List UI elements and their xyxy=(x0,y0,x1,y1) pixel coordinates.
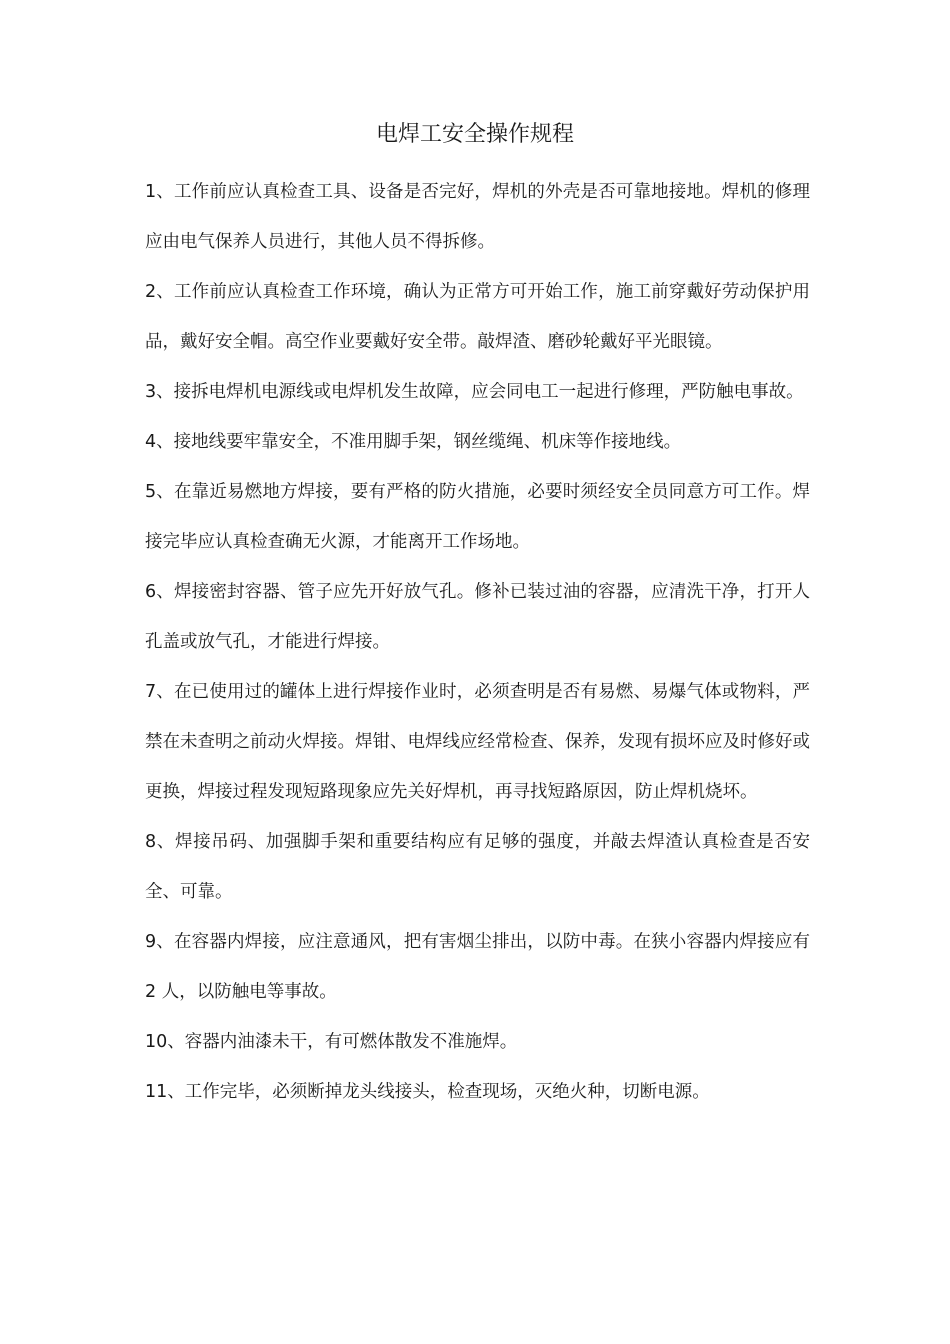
paragraph-4: 4、接地线要牢靠安全，不准用脚手架，钢丝缆绳、机床等作接地线。 xyxy=(145,432,682,452)
paragraph-5: 5、在靠近易燃地方焊接，要有严格的防火措施，必要时须经安全员同意方可工作。焊接完毕应认真检查确无火源，才能离开工作场地。 xyxy=(145,482,810,552)
paragraph-10: 10、容器内油漆未干，有可燃体散发不准施焊。 xyxy=(145,1032,518,1052)
paragraph-6: 6、焊接密封容器、管子应先开好放气孔。修补已装过油的容器，应清洗干净，打开人孔盖或放气孔，才能进行焊接。 xyxy=(145,582,810,652)
paragraph-1: 1、工作前应认真检查工具、设备是否完好，焊机的外壳是否可靠地接地。焊机的修理应由电气保养人员进行，其他人员不得拆修。 xyxy=(145,182,810,252)
paragraph-2: 2、工作前应认真检查工作环境，确认为正常方可开始工作，施工前穿戴好劳动保护用品，戴好安全帽。高空作业要戴好安全带。敲焊渣、磨砂轮戴好平光眼镜。 xyxy=(145,282,810,352)
paragraph-8: 8、焊接吊码、加强脚手架和重要结构应有足够的强度，并敲去焊渣认真检查是否安全、可靠。 xyxy=(145,832,810,902)
document-title: 电焊工安全操作规程 xyxy=(375,122,574,147)
document-body xyxy=(145,167,810,1117)
paragraph-11: 11、工作完毕，必须断掉龙头线接头，检查现场，灭绝火种，切断电源。 xyxy=(145,1082,710,1102)
paragraph-9: 9、在容器内焊接，应注意通风，把有害烟尘排出，以防中毒。在狭小容器内焊接应有 2 人，以防触电等事故。 xyxy=(145,932,810,1002)
paragraph-7: 7、在已使用过的罐体上进行焊接作业时，必须查明是否有易燃、易爆气体或物料，严禁在未查明之前动火焊接。焊钳、电焊线应经常检查、保养，发现有损坏应及时修好或更换，焊接过程发现短路现象应先关好焊机，再寻找短路原因，防止焊机烧坏。 xyxy=(145,682,810,802)
paragraph-3: 3、接拆电焊机电源线或电焊机发生故障，应会同电工一起进行修理，严防触电事故。 xyxy=(145,382,804,402)
